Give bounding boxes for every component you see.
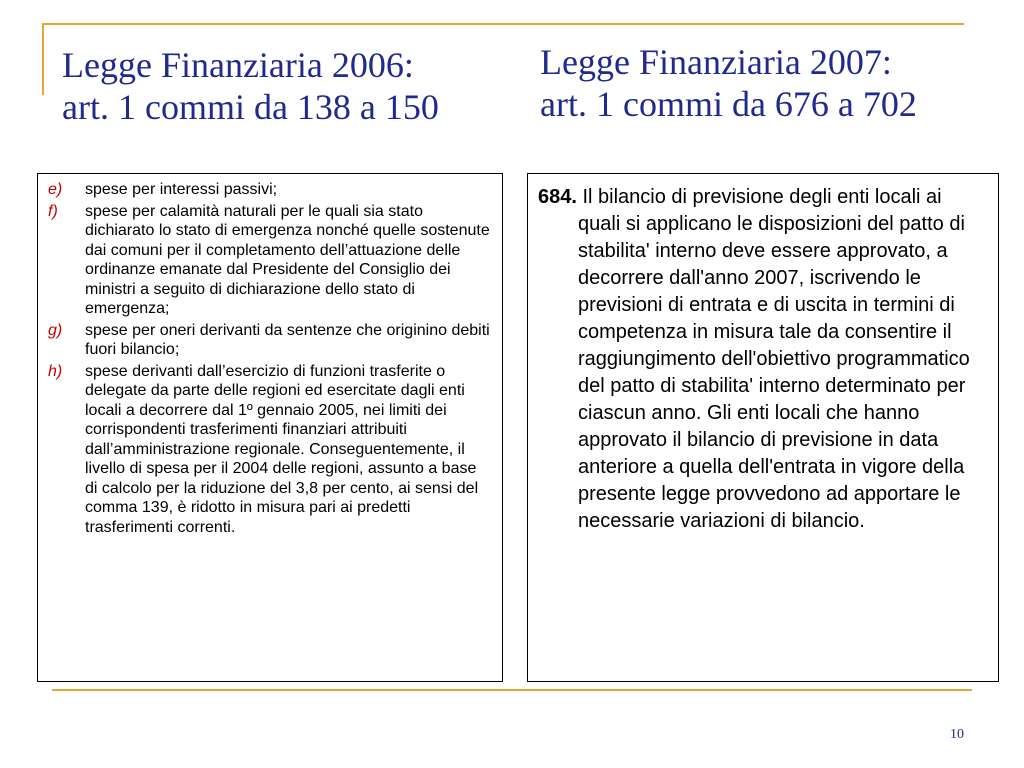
bottom-decorative-line: [52, 689, 972, 691]
list-item-f: [48, 202, 492, 319]
comma-text: Il bilancio di previsione degli enti locali ai quali si applicano le disposizioni del patto di stabilita' interno deve essere approvato, a decorrere dall'anno 2007, iscrivendo le previsioni di entrata e di uscita in termini di competenza in misura tale da consentire il raggiungimento dell'obiettivo programmatico del patto di stabilita' interno determinato per ciascun anno. Gli enti locali che hanno approvato il bilancio di previsione in data anteriore a quella dell'entrata in vigore della presente legge provvedono ad apportare le necessarie variazioni di bilancio.: [576, 186, 970, 532]
comma-684-paragraph: [538, 184, 986, 535]
title-2007-line1: Legge Finanziaria 2007:: [540, 42, 892, 82]
list-text: spese per interessi passivi;: [85, 181, 278, 198]
list-item-g: [48, 321, 492, 360]
title-2006-line1: Legge Finanziaria 2006:: [62, 45, 414, 85]
title-2006: [62, 44, 439, 128]
right-text-box: [527, 173, 999, 682]
title-2006-line2: art. 1 commi da 138 a 150: [62, 87, 439, 127]
list-item-h: [48, 362, 492, 538]
top-decorative-line: [42, 23, 964, 25]
list-text: spese derivanti dall’esercizio di funzioni trasferite o delegate da parte delle regioni ed esercitate dagli enti locali a decorrere dal 1º gennaio 2005, nei limiti dei corrispondenti trasferimenti finanziari attribuiti dall’amministrazione regionale. Conseguentemente, il livello di spesa per il 2004 delle regioni, assunto a base di calcolo per la riduzione del 3,8 per cento, ai sensi del comma 139, è ridotto in misura pari ai predetti trasferimenti correnti.: [85, 362, 479, 536]
list-letter: f): [48, 202, 58, 220]
list-letter: e): [48, 181, 63, 198]
title-2007: [540, 41, 917, 125]
page-number: 10: [950, 727, 964, 742]
comma-number: 684.: [538, 186, 577, 208]
list-text: spese per oneri derivanti da sentenze che originino debiti fuori bilancio;: [85, 321, 490, 358]
left-text-box: [37, 173, 503, 682]
title-2007-line2: art. 1 commi da 676 a 702: [540, 84, 917, 124]
list-letter: g): [48, 321, 63, 339]
list-item-e: [48, 180, 492, 200]
list-letter: h): [48, 362, 63, 380]
list-text: spese per calamità naturali per le quali sia stato dichiarato lo stato di emergenza nonché quelle sostenute dai comuni per il completamento dell’attuazione delle ordinanze emanate dal Presidente del Consiglio dei ministri a seguito di dichiarazione dello stato di emergenza;: [85, 202, 490, 317]
left-decorative-line: [42, 23, 44, 95]
